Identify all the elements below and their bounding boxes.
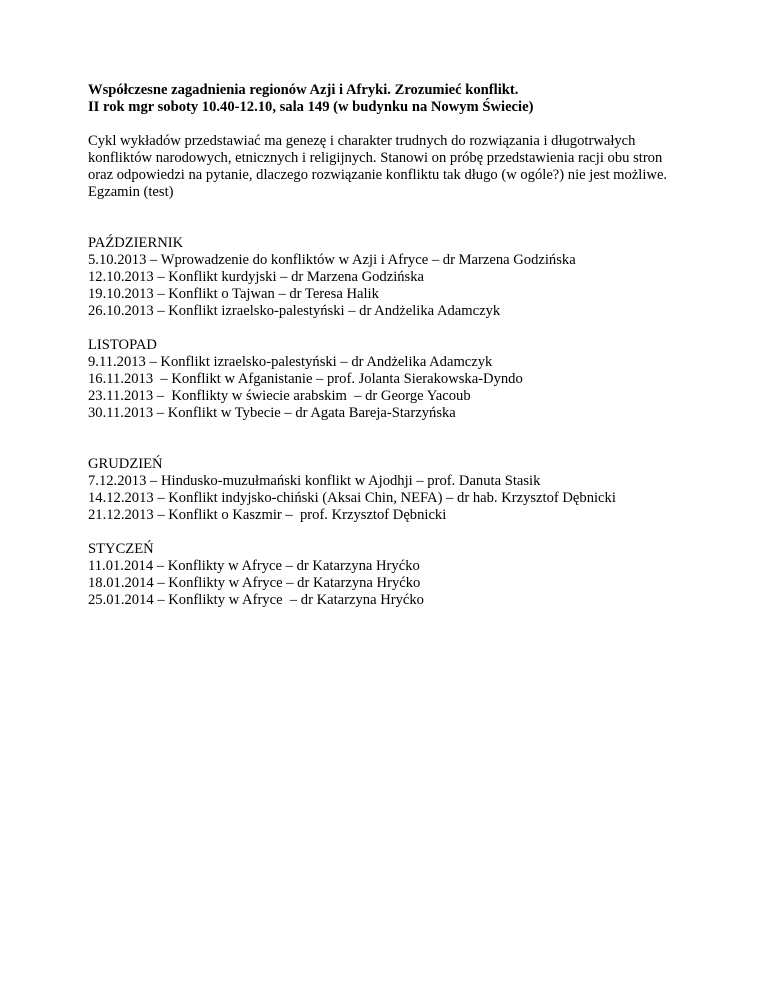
course-title: Współczesne zagadnienia regionów Azji i Afryki. Zrozumieć konflikt. (88, 82, 519, 98)
lecture-entry: 14.12.2013 – Konflikt indyjsko-chiński (Aksai Chin, NEFA) – dr hab. Krzysztof Dębnicki (88, 490, 616, 506)
lecture-entry: 16.11.2013 – Konflikt w Afganistanie – prof. Jolanta Sierakowska-Dyndo (88, 371, 523, 387)
course-schedule-info: II rok mgr soboty 10.40-12.10, sala 149 (w budynku na Nowym Świecie) (88, 99, 534, 115)
month-title: LISTOPAD (88, 337, 157, 353)
month-title: PAŹDZIERNIK (88, 235, 184, 251)
lecture-entry: 18.01.2014 – Konflikty w Afryce – dr Katarzyna Hryćko (88, 575, 421, 591)
lecture-entry: 5.10.2013 – Wprowadzenie do konfliktów w Azji i Afryce – dr Marzena Godzińska (88, 252, 576, 268)
lecture-entry: 11.01.2014 – Konflikty w Afryce – dr Katarzyna Hryćko (88, 558, 420, 574)
month-december (88, 456, 748, 524)
course-heading (88, 82, 748, 116)
lecture-entry: 19.10.2013 – Konflikt o Tajwan – dr Teresa Halik (88, 286, 379, 302)
lecture-entry: 30.11.2013 – Konflikt w Tybecie – dr Agata Bareja-Starzyńska (88, 405, 456, 421)
course-intro (88, 133, 688, 201)
exam-info: Egzamin (test) (88, 184, 174, 200)
month-january (88, 541, 748, 609)
lecture-entry: 26.10.2013 – Konflikt izraelsko-palestyński – dr Andżelika Adamczyk (88, 303, 501, 319)
month-november (88, 337, 748, 422)
lecture-entry: 25.01.2014 – Konflikty w Afryce – dr Katarzyna Hryćko (88, 592, 424, 608)
lecture-entry: 23.11.2013 – Konflikty w świecie arabskim – dr George Yacoub (88, 388, 471, 404)
lecture-entry: 12.10.2013 – Konflikt kurdyjski – dr Marzena Godzińska (88, 269, 425, 285)
month-october (88, 235, 748, 320)
month-title: STYCZEŃ (88, 541, 154, 557)
lecture-entry: 9.11.2013 – Konflikt izraelsko-palestyński – dr Andżelika Adamczyk (88, 354, 493, 370)
lecture-entry: 7.12.2013 – Hindusko-muzułmański konflikt w Ajodhji – prof. Danuta Stasik (88, 473, 541, 489)
month-title: GRUDZIEŃ (88, 456, 163, 472)
lecture-entry: 21.12.2013 – Konflikt o Kaszmir – prof. Krzysztof Dębnicki (88, 507, 447, 523)
document-page (88, 82, 748, 609)
course-description: Cykl wykładów przedstawiać ma genezę i charakter trudnych do rozwiązania i długotrwałych konfliktów narodowych, etnicznych i religijnych. Stanowi on próbę przedstawienia racji obu stron oraz odpowiedzi na pytanie, dlaczego rozwiązanie konfliktu tak długo (w ogóle?) nie jest możliwe. (88, 133, 668, 183)
